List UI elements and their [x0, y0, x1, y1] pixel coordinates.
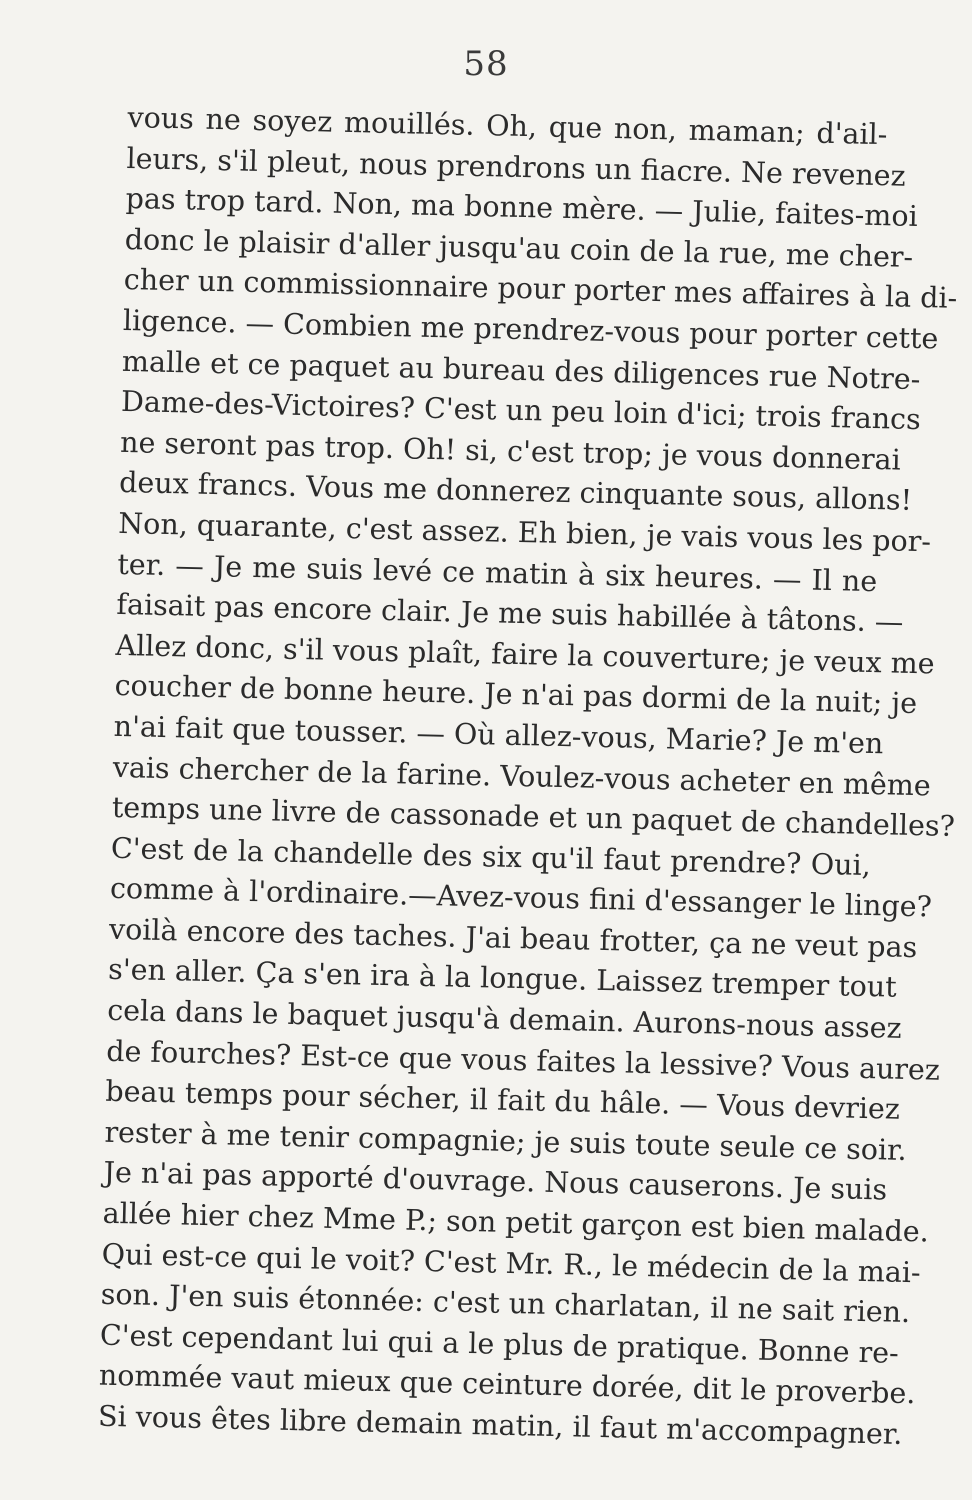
- text-line: Je n'ai pas apporté d'ouvrage. Nous causerons. Je suis: [103, 1156, 888, 1207]
- text-line: nommée vaut mieux que ceinture dorée, dit le proverbe.: [98, 1359, 916, 1411]
- text-line: Si vous êtes libre demain matin, il faut m'accompagner.: [97, 1399, 903, 1451]
- text-line: donc le plaisir d'aller jusqu'au coin de la rue, me cher-: [124, 222, 914, 274]
- text-line: beau temps pour sécher, il fait du hâle. — Vous devriez: [105, 1074, 901, 1127]
- text-line: C'est de la chandelle des six qu'il faut prendre? Oui,: [110, 831, 872, 882]
- text-line: deux francs. Vous me donnerez cinquante sous, allons!: [118, 466, 913, 518]
- text-line: son. J'en suis étonnée: c'est un charlatan, il ne sait rien.: [100, 1277, 911, 1330]
- text-line: vais chercher de la farine. Voulez-vous acheter en même: [112, 750, 932, 802]
- text-line: faisait pas encore clair. Je me suis habillée à tâtons. —: [116, 587, 904, 639]
- text-line: ligence. — Combien me prendrez-vous pour porter cette: [122, 303, 939, 356]
- text-line: vous ne soyez mouillés. Oh, que non, maman; d'ail-: [127, 100, 888, 152]
- page-body-text: [97, 98, 958, 1454]
- text-line: rester à me tenir compagnie; je suis toute seule ce soir.: [104, 1115, 908, 1167]
- text-line: ne seront pas trop. Oh! si, c'est trop; je vous donnerai: [119, 425, 902, 477]
- text-line: malle et ce paquet au bureau des diligences rue Notre-: [121, 344, 921, 396]
- text-line: temps une livre de cassonade et un paquet de chandelles?: [111, 790, 956, 844]
- text-line: Qui est-ce qui le voit? C'est Mr. R., le médecin de la mai-: [101, 1237, 921, 1289]
- text-line: de fourches? Est-ce que vous faites la lessive? Vous aurez: [106, 1034, 941, 1087]
- text-line: C'est cependant lui qui a le plus de pratique. Bonne re-: [99, 1318, 900, 1370]
- text-line: leurs, s'il pleut, nous prendrons un fiacre. Ne revenez: [126, 141, 907, 193]
- text-line: Dame-des-Victoires? C'est un peu loin d'ici; trois francs: [120, 385, 922, 437]
- text-line: n'ai fait que tousser. — Où allez-vous, Marie? Je m'en: [113, 709, 884, 761]
- text-line: coucher de bonne heure. Je n'ai pas dormi de la nuit; je: [114, 669, 918, 721]
- text-line: comme à l'ordinaire.—Avez-vous fini d'essanger le linge?: [109, 872, 933, 924]
- text-line: Allez donc, s'il vous plaît, faire la couverture; je veux me: [115, 628, 935, 681]
- text-line: Non, quarante, c'est assez. Eh bien, je vais vous les por-: [117, 506, 932, 559]
- text-line: voilà encore des taches. J'ai beau frotter, ça ne veut pas: [108, 912, 918, 964]
- text-line: cher un commissionnaire pour porter mes affaires à la di-: [123, 263, 958, 316]
- text-line: cela dans le baquet jusqu'à demain. Aurons-nous assez: [106, 993, 903, 1045]
- text-line: s'en aller. Ça s'en ira à la longue. Laissez tremper tout: [107, 953, 898, 1005]
- text-line: allée hier chez Mme P.; son petit garçon est bien malade.: [102, 1196, 930, 1249]
- text-line: ter. — Je me suis levé ce matin à six heures. — Il ne: [117, 547, 878, 598]
- text-line: pas trop tard. Non, ma bonne mère. — Julie, faites-moi: [125, 182, 919, 234]
- page-number: 58: [463, 44, 509, 84]
